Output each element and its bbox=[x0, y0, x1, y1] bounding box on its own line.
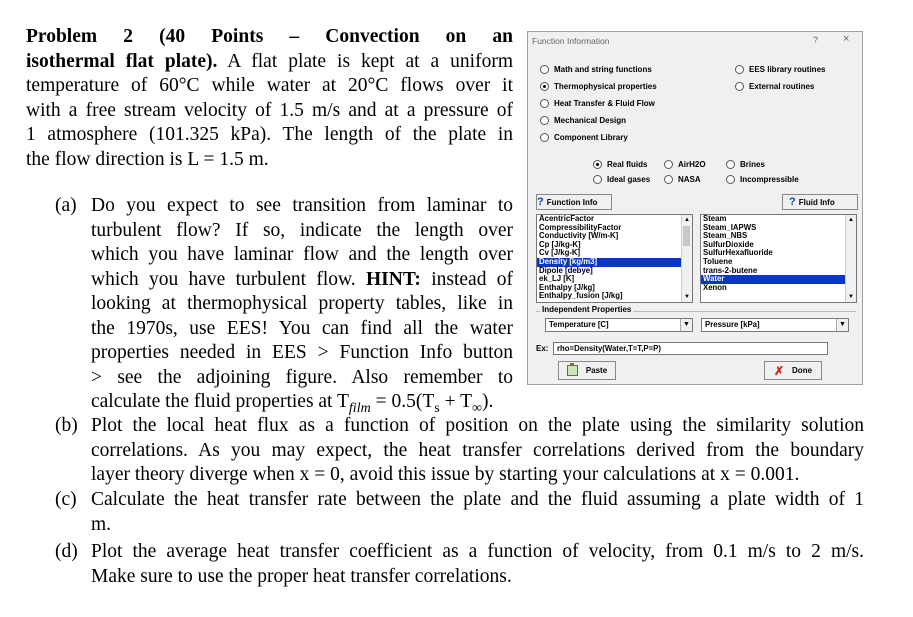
radio-dot bbox=[593, 175, 602, 184]
intro-line-4: with a free stream velocity of 1.5 m/s and at a pressure of bbox=[26, 99, 513, 121]
function-list-item[interactable]: Cp [J/kg-K] bbox=[539, 239, 581, 249]
radio-real-fluids[interactable]: Real fluids bbox=[593, 160, 647, 169]
radio-dot bbox=[726, 175, 735, 184]
function-list-item[interactable]: ek_LJ [K] bbox=[539, 274, 575, 284]
function-list-item[interactable]: Enthalpy [J/kg] bbox=[539, 282, 595, 292]
radio-dot bbox=[735, 82, 744, 91]
radio-incompressible[interactable]: Incompressible bbox=[726, 175, 799, 184]
intro-line-5: 1 atmosphere (101.325 kPa). The length of the plate in bbox=[26, 124, 513, 145]
part-a-label: (a) bbox=[55, 195, 77, 216]
function-list-item[interactable]: Density [kg/m3] bbox=[537, 258, 692, 267]
function-list-item[interactable]: CompressibilityFactor bbox=[539, 222, 622, 232]
function-list-item[interactable]: Conductivity [W/m-K] bbox=[539, 231, 619, 241]
independent-properties-label: Independent Properties bbox=[542, 305, 632, 314]
function-list-item[interactable]: Enthalpy_fusion [J/kg] bbox=[539, 291, 623, 301]
function-list[interactable] bbox=[536, 214, 693, 303]
question-icon: ? bbox=[537, 196, 544, 208]
radio-nasa[interactable]: NASA bbox=[664, 175, 701, 184]
hint-label: HINT: bbox=[366, 268, 421, 290]
radio-external-routines[interactable]: External routines bbox=[735, 82, 814, 91]
function-info-button[interactable]: ? Function Info bbox=[536, 194, 612, 210]
film-temp-formula: calculate the fluid properties at $T_{film} = 0.5(T_s + T_\infty)$. bbox=[91, 391, 494, 416]
fluid-list-item[interactable]: SulfurHexafluoride bbox=[703, 248, 773, 258]
chevron-down-icon: ▼ bbox=[836, 319, 848, 331]
paste-icon bbox=[567, 365, 578, 376]
close-icon[interactable]: × bbox=[843, 33, 850, 45]
fluid-list-item[interactable]: Xenon bbox=[703, 282, 727, 292]
radio-dot bbox=[726, 160, 735, 169]
problem-title-2: isothermal flat plate). bbox=[26, 50, 218, 72]
x-icon: ✗ bbox=[773, 363, 785, 378]
radio-dot bbox=[664, 160, 673, 169]
scrollbar[interactable]: ▲ ▼ bbox=[681, 215, 692, 302]
intro-line-6: the flow direction is L = 1.5 m. bbox=[26, 148, 269, 170]
radio-dot bbox=[735, 65, 744, 74]
function-info-dialog bbox=[527, 31, 863, 385]
problem-title-1: Problem 2 (40 Points – Convection on an bbox=[26, 26, 513, 47]
help-icon[interactable]: ? bbox=[813, 35, 819, 45]
fluid-list-item[interactable]: trans-2-butene bbox=[703, 265, 758, 275]
radio-mechanical-design[interactable]: Mechanical Design bbox=[540, 116, 626, 125]
radio-dot bbox=[593, 160, 602, 169]
independent-property-1-select[interactable]: Temperature [C] ▼ bbox=[545, 318, 693, 332]
function-list-item[interactable]: Cv [J/kg-K] bbox=[539, 248, 581, 258]
fluid-info-button[interactable]: ? Fluid Info bbox=[782, 194, 858, 210]
function-list-item[interactable]: Dipole [debye] bbox=[539, 265, 593, 275]
example-input[interactable]: rho=Density(Water,T=T,P=P) bbox=[553, 342, 828, 355]
part-d-label: (d) bbox=[55, 541, 78, 562]
problem-intro bbox=[26, 25, 513, 172]
radio-brines[interactable]: Brines bbox=[726, 160, 765, 169]
intro-line-2: isothermal flat plate). A flat plate is kept at a uniform bbox=[26, 50, 513, 72]
fluid-list-item[interactable]: Toluene bbox=[703, 256, 733, 266]
scrollbar[interactable]: ▲ ▼ bbox=[845, 215, 856, 302]
radio-dot bbox=[540, 116, 549, 125]
intro-line-3: temperature of 60°C while water at 20°C flows over it bbox=[26, 75, 513, 96]
radio-thermophysical[interactable]: Thermophysical properties bbox=[540, 82, 657, 91]
question-icon: ? bbox=[789, 196, 796, 208]
part-c-label: (c) bbox=[55, 489, 77, 510]
radio-ees-library[interactable]: EES library routines bbox=[735, 65, 825, 74]
paste-button[interactable]: Paste bbox=[558, 361, 616, 380]
radio-heat-transfer[interactable]: Heat Transfer & Fluid Flow bbox=[540, 99, 655, 108]
fluid-list[interactable] bbox=[700, 214, 857, 303]
independent-property-2-select[interactable]: Pressure [kPa] ▼ bbox=[701, 318, 849, 332]
radio-dot bbox=[540, 99, 549, 108]
function-list-item[interactable]: AcentricFactor bbox=[539, 214, 595, 223]
fluid-list-item[interactable]: Steam_NBS bbox=[703, 231, 748, 241]
fluid-list-item[interactable]: Steam bbox=[703, 214, 727, 223]
radio-ideal-gases[interactable]: Ideal gases bbox=[593, 175, 650, 184]
fluid-list-item[interactable]: Steam_IAPWS bbox=[703, 222, 757, 232]
dialog-title: Function Information bbox=[532, 36, 610, 46]
part-b-label: (b) bbox=[55, 415, 78, 436]
radio-airh2o[interactable]: AirH2O bbox=[664, 160, 706, 169]
radio-dot bbox=[664, 175, 673, 184]
radio-dot bbox=[540, 65, 549, 74]
done-button[interactable]: ✗ Done bbox=[764, 361, 822, 380]
example-label: Ex: bbox=[536, 344, 549, 353]
radio-dot bbox=[540, 133, 549, 142]
chevron-down-icon: ▼ bbox=[680, 319, 692, 331]
intro-line-1 bbox=[26, 25, 513, 50]
fluid-list-item[interactable]: SulfurDioxide bbox=[703, 239, 754, 249]
radio-component-library[interactable]: Component Library bbox=[540, 133, 628, 142]
radio-math-string[interactable]: Math and string functions bbox=[540, 65, 652, 74]
radio-dot bbox=[540, 82, 549, 91]
fluid-list-item[interactable]: Water bbox=[701, 275, 856, 284]
